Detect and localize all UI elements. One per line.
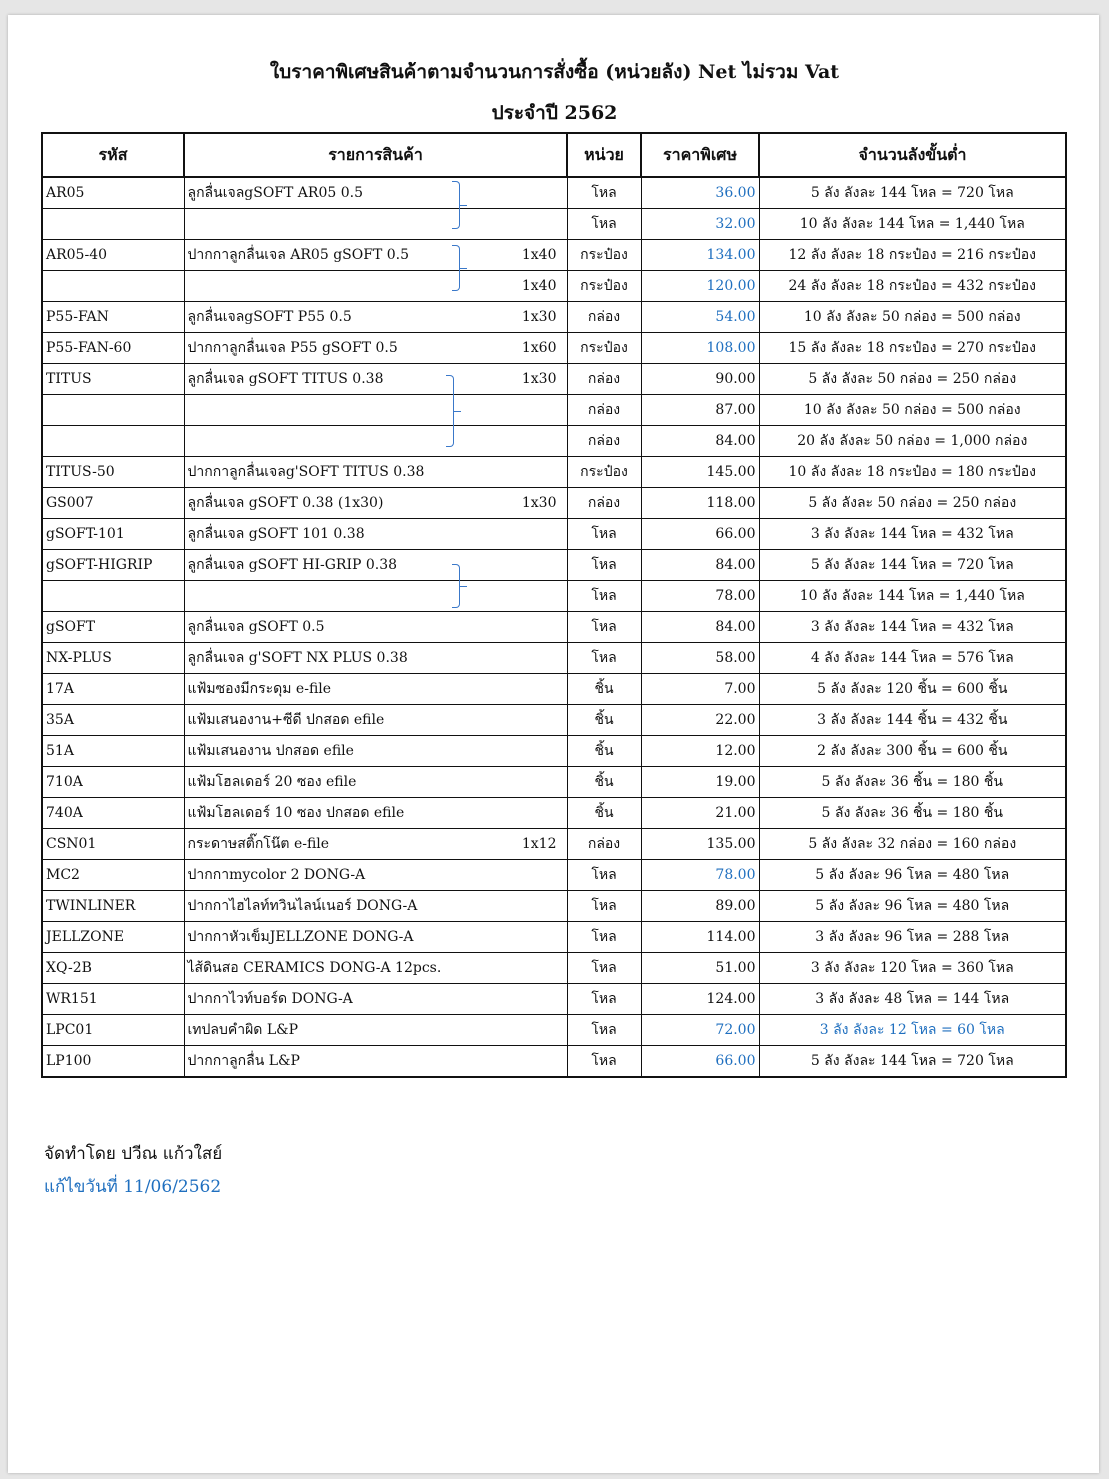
group-brace — [446, 375, 454, 447]
table-row — [42, 177, 1066, 209]
cell-price: 135.00 — [641, 829, 759, 860]
table-row — [42, 333, 1066, 364]
cell-item — [184, 457, 567, 488]
table-row — [42, 984, 1066, 1015]
header-min-cartons: จำนวนลังขั้นต่ำ — [759, 133, 1066, 177]
cell-item — [184, 333, 567, 364]
document-title: ใบราคาพิเศษสินค้าตามจำนวนการสั่งซื้อ (หน่วยลัง) Net ไม่รวม Vat — [269, 61, 840, 83]
cell-item — [184, 674, 567, 705]
item-name: ปากกาหัวเข็มJELLZONE DONG-A — [187, 929, 414, 945]
cell-min-cartons: 5 ลัง ลังละ 144 โหล = 720 โหล — [759, 550, 1066, 581]
cell-min-cartons: 3 ลัง ลังละ 12 โหล = 60 โหล — [759, 1015, 1066, 1046]
header-price: ราคาพิเศษ — [641, 133, 759, 177]
table-row — [42, 798, 1066, 829]
cell-code: gSOFT-HIGRIP — [42, 550, 184, 581]
cell-item — [184, 271, 567, 302]
cell-item — [184, 984, 567, 1015]
cell-price: 54.00 — [641, 302, 759, 333]
cell-code: P55-FAN — [42, 302, 184, 333]
pack-size: 1x30 — [521, 371, 557, 387]
cell-unit: โหล — [567, 519, 641, 550]
cell-item — [184, 426, 567, 457]
cell-unit: โหล — [567, 550, 641, 581]
price-table — [41, 132, 1067, 1078]
cell-price: 19.00 — [641, 767, 759, 798]
header-unit: หน่วย — [567, 133, 641, 177]
cell-price: 124.00 — [641, 984, 759, 1015]
table-header-row — [42, 133, 1066, 177]
item-name: ปากกาลูกลื่นเจลg'SOFT TITUS 0.38 — [187, 464, 425, 480]
table-row — [42, 302, 1066, 333]
cell-price: 84.00 — [641, 550, 759, 581]
cell-item — [184, 177, 567, 209]
item-name: ปากกาmycolor 2 DONG-A — [187, 867, 366, 883]
cell-unit: ชิ้น — [567, 767, 641, 798]
item-name: ลูกลื่นเจล gSOFT HI-GRIP 0.38 — [187, 557, 398, 573]
item-name: กระดาษสติ๊กโน๊ต e-file — [187, 836, 330, 852]
cell-unit: กล่อง — [567, 302, 641, 333]
table-row — [42, 271, 1066, 302]
cell-price: 21.00 — [641, 798, 759, 829]
cell-unit: โหล — [567, 581, 641, 612]
table-row — [42, 736, 1066, 767]
cell-min-cartons: 3 ลัง ลังละ 144 โหล = 432 โหล — [759, 612, 1066, 643]
cell-code: NX-PLUS — [42, 643, 184, 674]
cell-code: WR151 — [42, 984, 184, 1015]
cell-code: P55-FAN-60 — [42, 333, 184, 364]
cell-unit: โหล — [567, 953, 641, 984]
cell-code: gSOFT — [42, 612, 184, 643]
item-name: ปากกาลูกลื่นเจล AR05 gSOFT 0.5 — [187, 247, 409, 263]
cell-min-cartons: 3 ลัง ลังละ 144 โหล = 432 โหล — [759, 519, 1066, 550]
item-name: ปากกาไฮไลท์ทวินไลน์เนอร์ DONG-A — [187, 898, 418, 914]
pack-size: 1x30 — [521, 495, 557, 511]
cell-min-cartons: 15 ลัง ลังละ 18 กระป๋อง = 270 กระป๋อง — [759, 333, 1066, 364]
cell-price: 87.00 — [641, 395, 759, 426]
cell-item — [184, 488, 567, 519]
group-brace — [452, 564, 460, 608]
cell-item — [184, 240, 567, 271]
item-name: ไส้ดินสอ CERAMICS DONG-A 12pcs. — [187, 960, 442, 976]
cell-price: 78.00 — [641, 581, 759, 612]
item-name: ลูกลื่นเจลgSOFT AR05 0.5 — [187, 185, 363, 201]
cell-price: 114.00 — [641, 922, 759, 953]
cell-min-cartons: 20 ลัง ลังละ 50 กล่อง = 1,000 กล่อง — [759, 426, 1066, 457]
table-row — [42, 829, 1066, 860]
cell-price: 66.00 — [641, 1046, 759, 1078]
table-row — [42, 240, 1066, 271]
cell-unit: โหล — [567, 209, 641, 240]
pack-size: 1x40 — [521, 278, 557, 294]
cell-code: JELLZONE — [42, 922, 184, 953]
cell-min-cartons: 10 ลัง ลังละ 144 โหล = 1,440 โหล — [759, 209, 1066, 240]
cell-item — [184, 798, 567, 829]
cell-code — [42, 209, 184, 240]
cell-min-cartons: 10 ลัง ลังละ 50 กล่อง = 500 กล่อง — [759, 395, 1066, 426]
cell-unit: กล่อง — [567, 829, 641, 860]
cell-price: 84.00 — [641, 426, 759, 457]
table-row — [42, 395, 1066, 426]
cell-min-cartons: 5 ลัง ลังละ 96 โหล = 480 โหล — [759, 891, 1066, 922]
item-name: ปากกาลูกลื่นเจล P55 gSOFT 0.5 — [187, 340, 398, 356]
table-row — [42, 457, 1066, 488]
cell-code: TWINLINER — [42, 891, 184, 922]
cell-min-cartons: 3 ลัง ลังละ 48 โหล = 144 โหล — [759, 984, 1066, 1015]
cell-unit: ชิ้น — [567, 674, 641, 705]
item-name: แฟ้มเสนองาน+ซีดี ปกสอด efile — [187, 712, 385, 728]
cell-price: 134.00 — [641, 240, 759, 271]
table-row — [42, 643, 1066, 674]
table-row — [42, 612, 1066, 643]
cell-unit: กระป๋อง — [567, 271, 641, 302]
cell-item — [184, 767, 567, 798]
cell-min-cartons: 3 ลัง ลังละ 144 ชิ้น = 432 ชิ้น — [759, 705, 1066, 736]
cell-item — [184, 1015, 567, 1046]
cell-code: 710A — [42, 767, 184, 798]
cell-unit: กระป๋อง — [567, 457, 641, 488]
item-name: แฟ้มโฮลเดอร์ 20 ซอง efile — [187, 774, 357, 790]
cell-min-cartons: 4 ลัง ลังละ 144 โหล = 576 โหล — [759, 643, 1066, 674]
cell-min-cartons: 10 ลัง ลังละ 18 กระป๋อง = 180 กระป๋อง — [759, 457, 1066, 488]
cell-price: 51.00 — [641, 953, 759, 984]
document-subtitle: ประจำปี 2562 — [491, 102, 618, 124]
table-row — [42, 891, 1066, 922]
cell-item — [184, 550, 567, 581]
cell-code — [42, 426, 184, 457]
cell-code: CSN01 — [42, 829, 184, 860]
item-name: ลูกลื่นเจล gSOFT 101 0.38 — [187, 526, 365, 542]
cell-code: MC2 — [42, 860, 184, 891]
cell-unit: กล่อง — [567, 395, 641, 426]
table-row — [42, 581, 1066, 612]
group-brace — [452, 181, 460, 229]
cell-unit: ชิ้น — [567, 736, 641, 767]
cell-item — [184, 643, 567, 674]
cell-code: 51A — [42, 736, 184, 767]
cell-code: gSOFT-101 — [42, 519, 184, 550]
cell-price: 84.00 — [641, 612, 759, 643]
cell-item — [184, 1046, 567, 1078]
table-row — [42, 364, 1066, 395]
cell-code — [42, 395, 184, 426]
cell-item — [184, 829, 567, 860]
prepared-by: จัดทำโดย ปวีณ แก้วใสย์ — [44, 1144, 223, 1164]
cell-price: 22.00 — [641, 705, 759, 736]
cell-price: 36.00 — [641, 177, 759, 209]
cell-code: 740A — [42, 798, 184, 829]
cell-price: 120.00 — [641, 271, 759, 302]
cell-code — [42, 581, 184, 612]
table-row — [42, 519, 1066, 550]
pack-size: 1x40 — [521, 247, 557, 263]
cell-item — [184, 736, 567, 767]
cell-min-cartons: 5 ลัง ลังละ 32 กล่อง = 160 กล่อง — [759, 829, 1066, 860]
cell-min-cartons: 10 ลัง ลังละ 144 โหล = 1,440 โหล — [759, 581, 1066, 612]
cell-price: 108.00 — [641, 333, 759, 364]
cell-code: TITUS — [42, 364, 184, 395]
cell-min-cartons: 10 ลัง ลังละ 50 กล่อง = 500 กล่อง — [759, 302, 1066, 333]
cell-unit: กระป๋อง — [567, 240, 641, 271]
cell-min-cartons: 2 ลัง ลังละ 300 ชิ้น = 600 ชิ้น — [759, 736, 1066, 767]
cell-unit: กล่อง — [567, 426, 641, 457]
pack-size: 1x30 — [521, 309, 557, 325]
group-brace — [452, 245, 460, 291]
cell-price: 66.00 — [641, 519, 759, 550]
table-row — [42, 860, 1066, 891]
cell-min-cartons: 12 ลัง ลังละ 18 กระป๋อง = 216 กระป๋อง — [759, 240, 1066, 271]
cell-item — [184, 860, 567, 891]
cell-unit: โหล — [567, 612, 641, 643]
item-name: ปากกาไวท์บอร์ด DONG-A — [187, 991, 353, 1007]
item-name: เทปลบคำผิด L&P — [187, 1022, 299, 1038]
table-row — [42, 674, 1066, 705]
table-row — [42, 1015, 1066, 1046]
cell-price: 118.00 — [641, 488, 759, 519]
cell-price: 58.00 — [641, 643, 759, 674]
cell-item — [184, 705, 567, 736]
cell-unit: โหล — [567, 860, 641, 891]
cell-code: XQ-2B — [42, 953, 184, 984]
cell-item — [184, 612, 567, 643]
cell-price: 12.00 — [641, 736, 759, 767]
cell-unit: กล่อง — [567, 488, 641, 519]
header-item: รายการสินค้า — [184, 133, 567, 177]
item-name: ปากกาลูกลื่น L&P — [187, 1053, 300, 1069]
cell-code: TITUS-50 — [42, 457, 184, 488]
cell-min-cartons: 5 ลัง ลังละ 120 ชิ้น = 600 ชิ้น — [759, 674, 1066, 705]
item-name: ลูกลื่นเจลgSOFT P55 0.5 — [187, 309, 352, 325]
cell-unit: ชิ้น — [567, 705, 641, 736]
cell-min-cartons: 3 ลัง ลังละ 96 โหล = 288 โหล — [759, 922, 1066, 953]
cell-min-cartons: 5 ลัง ลังละ 50 กล่อง = 250 กล่อง — [759, 364, 1066, 395]
table-row — [42, 953, 1066, 984]
table-row — [42, 1046, 1066, 1078]
table-row — [42, 767, 1066, 798]
table-row — [42, 209, 1066, 240]
cell-min-cartons: 3 ลัง ลังละ 120 โหล = 360 โหล — [759, 953, 1066, 984]
cell-min-cartons: 5 ลัง ลังละ 50 กล่อง = 250 กล่อง — [759, 488, 1066, 519]
cell-unit: โหล — [567, 891, 641, 922]
cell-unit: โหล — [567, 177, 641, 209]
cell-min-cartons: 5 ลัง ลังละ 144 โหล = 720 โหล — [759, 1046, 1066, 1078]
cell-item — [184, 364, 567, 395]
cell-item — [184, 922, 567, 953]
table-row — [42, 550, 1066, 581]
cell-unit: โหล — [567, 1046, 641, 1078]
cell-unit: โหล — [567, 1015, 641, 1046]
table-row — [42, 922, 1066, 953]
cell-item — [184, 519, 567, 550]
table-row — [42, 488, 1066, 519]
cell-code: LPC01 — [42, 1015, 184, 1046]
cell-code: GS007 — [42, 488, 184, 519]
item-name: แฟ้มเสนองาน ปกสอด efile — [187, 743, 354, 759]
cell-min-cartons: 24 ลัง ลังละ 18 กระป๋อง = 432 กระป๋อง — [759, 271, 1066, 302]
revision-date: แก้ไขวันที่ 11/06/2562 — [44, 1177, 222, 1197]
header-code: รหัส — [42, 133, 184, 177]
cell-item — [184, 209, 567, 240]
cell-min-cartons: 5 ลัง ลังละ 36 ชิ้น = 180 ชิ้น — [759, 767, 1066, 798]
item-name: แฟ้มโฮลเดอร์ 10 ซอง ปกสอด efile — [187, 805, 405, 821]
cell-item — [184, 302, 567, 333]
cell-unit: โหล — [567, 643, 641, 674]
cell-code: 17A — [42, 674, 184, 705]
cell-min-cartons: 5 ลัง ลังละ 36 ชิ้น = 180 ชิ้น — [759, 798, 1066, 829]
cell-min-cartons: 5 ลัง ลังละ 144 โหล = 720 โหล — [759, 177, 1066, 209]
cell-price: 90.00 — [641, 364, 759, 395]
cell-item — [184, 581, 567, 612]
cell-price: 89.00 — [641, 891, 759, 922]
cell-price: 145.00 — [641, 457, 759, 488]
cell-code: AR05-40 — [42, 240, 184, 271]
cell-item — [184, 953, 567, 984]
item-name: แฟ้มซองมีกระดุม e-file — [187, 681, 332, 697]
item-name: ลูกลื่นเจล g'SOFT NX PLUS 0.38 — [187, 650, 408, 666]
cell-unit: โหล — [567, 984, 641, 1015]
item-name: ลูกลื่นเจล gSOFT 0.38 (1x30) — [187, 495, 384, 511]
cell-code — [42, 271, 184, 302]
table-row — [42, 705, 1066, 736]
cell-item — [184, 395, 567, 426]
cell-price: 32.00 — [641, 209, 759, 240]
cell-unit: โหล — [567, 922, 641, 953]
cell-price: 7.00 — [641, 674, 759, 705]
cell-code: LP100 — [42, 1046, 184, 1078]
cell-item — [184, 891, 567, 922]
cell-unit: กล่อง — [567, 364, 641, 395]
cell-price: 78.00 — [641, 860, 759, 891]
cell-code: AR05 — [42, 177, 184, 209]
item-name: ลูกลื่นเจล gSOFT 0.5 — [187, 619, 325, 635]
item-name: ลูกลื่นเจล gSOFT TITUS 0.38 — [187, 371, 384, 387]
table-row — [42, 426, 1066, 457]
cell-unit: กระป๋อง — [567, 333, 641, 364]
cell-unit: ชิ้น — [567, 798, 641, 829]
cell-code: 35A — [42, 705, 184, 736]
pack-size: 1x12 — [521, 836, 557, 852]
pack-size: 1x60 — [521, 340, 557, 356]
cell-min-cartons: 5 ลัง ลังละ 96 โหล = 480 โหล — [759, 860, 1066, 891]
cell-price: 72.00 — [641, 1015, 759, 1046]
